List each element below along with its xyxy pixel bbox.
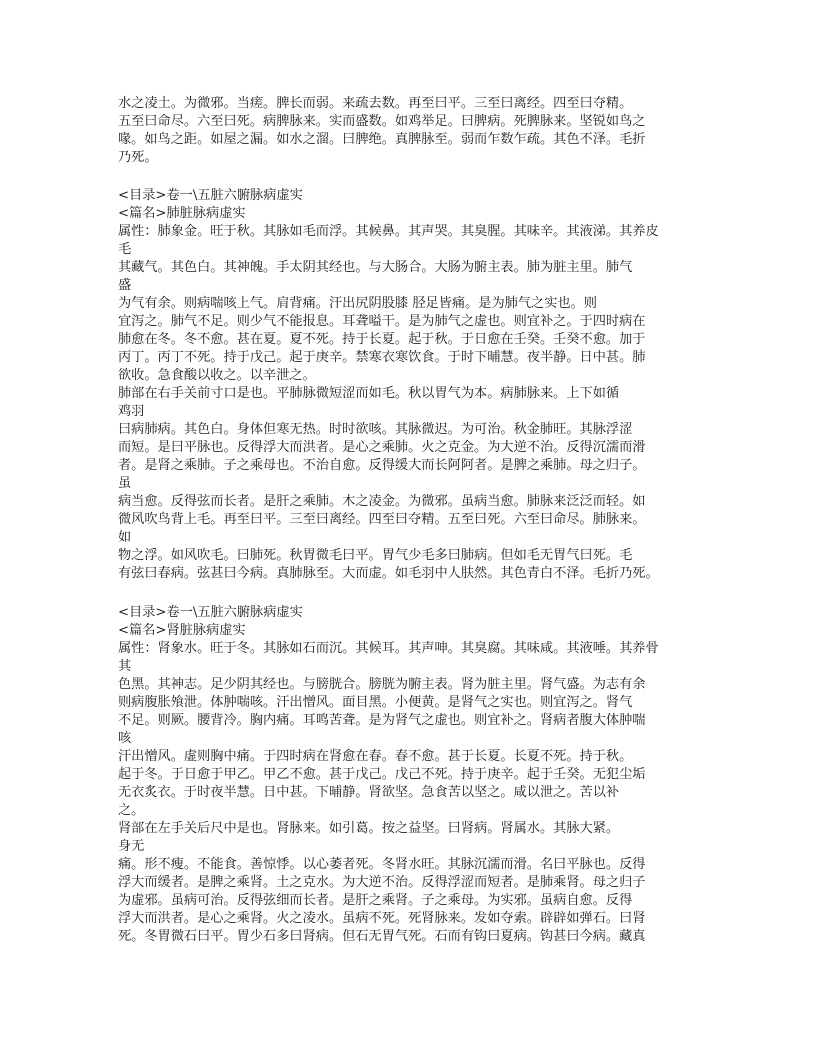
text-block-lung-section [118, 187, 708, 583]
text-line: 其藏气。其色白。其神魄。手太阴其经也。与大肠合。大肠为腑主表。肺为脏主里。肺气 [118, 260, 633, 275]
text-line: 微风吹鸟背上毛。再至曰平。三至曰离经。四至曰夺精。五至曰死。六至曰命尽。肺脉来。 [118, 512, 646, 527]
text-line: 咳 [118, 731, 132, 746]
text-line: 欲收。急食酸以收之。以辛泄之。 [118, 368, 316, 383]
text-line: 而短。是曰平脉也。反得浮大而洪者。是心之乘肺。火之克金。为大逆不治。反得沉濡而滑 [118, 440, 646, 455]
text-line: 浮大而洪者。是心之乘肾。火之凌水。虽病不死。死肾脉来。发如夺索。辟辟如弹石。曰肾 [118, 911, 646, 926]
text-line: 鸡羽 [118, 404, 145, 419]
text-line: 汗出憎风。虚则胸中痛。于四时病在肾愈在春。春不愈。甚于长夏。长夏不死。持于秋。 [118, 749, 633, 764]
text-line: 之。 [118, 803, 145, 818]
text-line: 为虚邪。虽病可治。反得弦细而长者。是肝之乘肾。子之乘母。为实邪。虽病自愈。反得 [118, 893, 633, 908]
text-line: 属性：肾象水。旺于冬。其脉如石而沉。其候耳。其声呻。其臭腐。其味咸。其液唾。其养骨 [118, 641, 659, 656]
text-line: 五至曰命尽。六至曰死。病脾脉来。实而盛数。如鸡举足。曰脾病。死脾脉来。坚锐如鸟之 [118, 114, 646, 129]
text-line: 虽 [118, 476, 132, 491]
text-line: 肺愈在冬。冬不愈。甚在夏。夏不死。持于长夏。起于秋。于日愈在壬癸。壬癸不愈。加于 [118, 332, 646, 347]
text-line: 毛 [118, 242, 132, 257]
text-line: 者。是肾之乘肺。子之乘母也。不治自愈。反得缓大而长阿阿者。是脾之乘肺。母之归子。 [118, 458, 646, 473]
text-line: 肺部在右手关前寸口是也。平肺脉微短涩而如毛。秋以胃气为本。病肺脉来。上下如循 [118, 386, 620, 401]
text-line: 病当愈。反得弦而长者。是肝之乘肺。木之凌金。为微邪。虽病当愈。肺脉来泛泛而轻。如 [118, 494, 646, 509]
text-line: 喙。如鸟之距。如屋之漏。如水之溜。曰脾绝。真脾脉至。弱而乍数乍疏。其色不泽。毛折 [118, 132, 646, 147]
text-line: 曰病肺病。其色白。身体但寒无热。时时欲咳。其脉微迟。为可治。秋金肺旺。其脉浮涩 [118, 422, 633, 437]
text-block-kidney-section [118, 604, 708, 946]
chapter-title: <篇名>肺脏脉病虚实 [118, 206, 246, 221]
text-line: 物之浮。如风吹毛。曰肺死。秋胃微毛曰平。胃气少毛多曰肺病。但如毛无胃气曰死。毛 [118, 548, 633, 563]
text-line: 有弦曰春病。弦甚曰今病。真肺脉至。大而虚。如毛羽中人肤然。其色青白不泽。毛折乃死。 [118, 566, 659, 581]
text-line: 盛 [118, 278, 132, 293]
text-line: 色黑。其神志。足少阴其经也。与膀胱合。膀胱为腑主表。肾为脏主里。肾气盛。为志有余 [118, 677, 646, 692]
toc-label: <目录>卷一\五脏六腑脉病虚实 [118, 188, 303, 203]
text-line: 乃死。 [118, 150, 158, 165]
text-line: 浮大而缓者。是脾之乘肾。土之克水。为大逆不治。反得浮涩而短者。是肺乘肾。母之归子 [118, 875, 646, 890]
text-line: 无衣炙衣。于时夜半慧。日中甚。下晡静。肾欲坚。急食苦以坚之。咸以泄之。苦以补 [118, 785, 620, 800]
text-line: 其 [118, 659, 132, 674]
text-line: 起于冬。于日愈于甲乙。甲乙不愈。甚于戊己。戊己不死。持于庚辛。起于壬癸。无犯尘垢 [118, 767, 646, 782]
text-line: 宜泻之。肺气不足。则少气不能报息。耳聋嗌干。是为肺气之虚也。则宜补之。于四时病在 [118, 314, 646, 329]
text-line: 痛。形不瘦。不能食。善惊悸。以心萎者死。冬肾水旺。其脉沉濡而滑。名曰平脉也。反得 [118, 857, 646, 872]
text-line: 为气有余。则病喘咳上气。肩背痛。汗出尻阴股膝 胫足皆痛。是为肺气之实也。则 [118, 296, 597, 311]
text-line: 肾部在左手关后尺中是也。肾脉来。如引葛。按之益坚。曰肾病。肾属水。其脉大紧。 [118, 821, 620, 836]
text-line: 属性：肺象金。旺于秋。其脉如毛而浮。其候鼻。其声哭。其臭腥。其味辛。其液涕。其养皮 [118, 224, 659, 239]
chapter-title: <篇名>肾脏脉病虚实 [118, 623, 246, 638]
text-line: 则病腹胀飧泄。体肿喘咳。汗出憎风。面目黑。小便黄。是肾气之实也。则宜泻之。肾气 [118, 695, 633, 710]
toc-label: <目录>卷一\五脏六腑脉病虚实 [118, 605, 303, 620]
text-line: 水之凌土。为微邪。当瘥。脾长而弱。来疏去数。再至曰平。三至曰离经。四至曰夺精。 [118, 96, 633, 111]
text-line: 身无 [118, 839, 145, 854]
text-line: 死。冬胃微石曰平。胃少石多曰肾病。但石无胃气死。石而有钩曰夏病。钩甚曰今病。藏真 [118, 929, 646, 944]
text-line: 不足。则厥。腰背冷。胸内痛。耳鸣苦聋。是为肾气之虚也。则宜补之。肾病者腹大体肿喘 [118, 713, 646, 728]
text-line: 如 [118, 530, 132, 545]
text-block-spleen-end [118, 95, 708, 167]
text-line: 丙丁。丙丁不死。持于戊己。起于庚辛。禁寒衣寒饮食。于时下晡慧。夜半静。日中甚。肺 [118, 350, 646, 365]
